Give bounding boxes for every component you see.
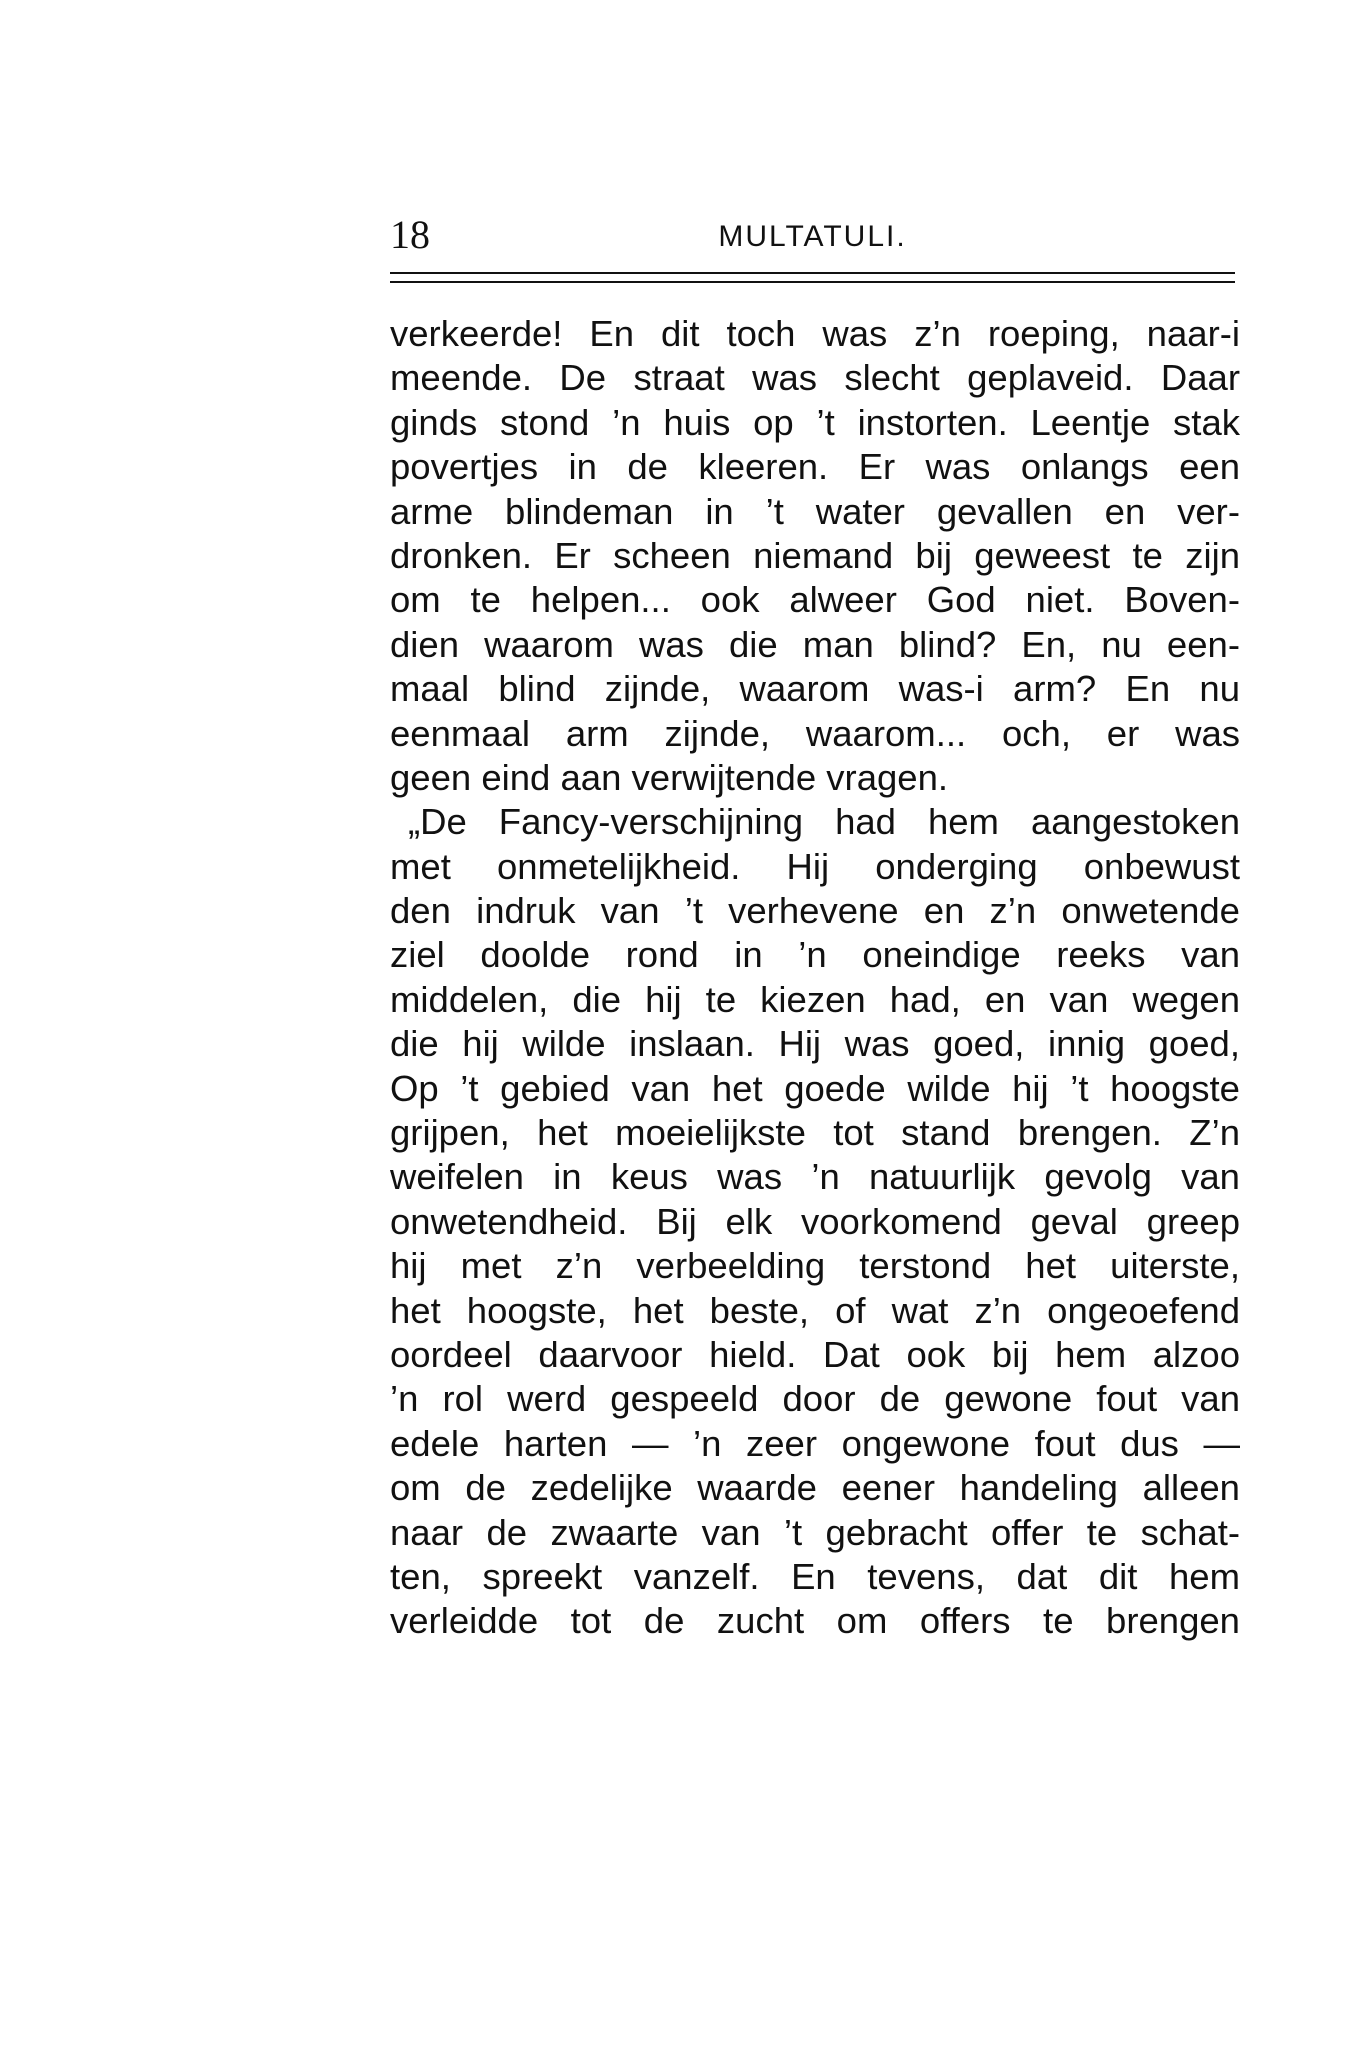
text-line: die hij wilde inslaan. Hij was goed, innig goed, xyxy=(390,1023,1240,1065)
text-line: onwetendheid. Bij elk voorkomend geval greep xyxy=(390,1200,1240,1242)
text-line: den indruk van ’t verhevene en z’n onwetende xyxy=(390,890,1240,932)
running-title: MULTATULI. xyxy=(718,220,907,253)
text-line: om te helpen... ook alweer God niet. Boven- xyxy=(390,579,1240,621)
text-line: dronken. Er scheen niemand bij geweest te zijn xyxy=(390,534,1240,576)
text-line: meende. De straat was slecht geplaveid. Daar xyxy=(390,357,1240,399)
text-line: eenmaal arm zijnde, waarom... och, er was xyxy=(390,712,1240,754)
text-line: ginds stond ’n huis op ’t instorten. Leentje stak xyxy=(390,401,1240,443)
body-text xyxy=(390,312,1240,1644)
text-line: geen eind aan verwijtende vragen. xyxy=(390,756,949,798)
text-line: povertjes in de kleeren. Er was onlangs een xyxy=(390,446,1240,488)
text-line: het hoogste, het beste, of wat z’n ongeoefend xyxy=(390,1289,1240,1331)
page-number: 18 xyxy=(390,212,430,257)
text-line: oordeel daarvoor hield. Dat ook bij hem alzoo xyxy=(390,1333,1240,1375)
text-line: ten, spreekt vanzelf. En tevens, dat dit hem xyxy=(390,1555,1240,1597)
text-line: grijpen, het moeielijkste tot stand brengen. Z’n xyxy=(390,1112,1240,1154)
text-line: verkeerde! En dit toch was z’n roeping, naar-i xyxy=(390,313,1240,354)
text-line: met onmetelijkheid. Hij onderging onbewust xyxy=(390,845,1240,887)
text-line: weifelen in keus was ’n natuurlijk gevolg van xyxy=(390,1156,1240,1198)
text-line: edele harten — ’n zeer ongewone fout dus — xyxy=(390,1422,1240,1464)
header-rule-top xyxy=(390,272,1235,274)
text-line: verleidde tot de zucht om offers te brengen xyxy=(390,1600,1240,1642)
text-line: Op ’t gebied van het goede wilde hij ’t hoogste xyxy=(390,1067,1240,1109)
text-line: naar de zwaarte van ’t gebracht offer te schat- xyxy=(390,1511,1240,1553)
text-line: dien waarom was die man blind? En, nu een- xyxy=(390,623,1240,665)
text-line: arme blindeman in ’t water gevallen en ver- xyxy=(390,490,1240,532)
text-line: middelen, die hij te kiezen had, en van wegen xyxy=(390,978,1240,1020)
header-rule-bottom xyxy=(390,281,1235,283)
text-line: „De Fancy-verschijning had hem aangestoken xyxy=(408,801,1240,843)
text-line: maal blind zijnde, waarom was-i arm? En nu xyxy=(390,668,1240,710)
text-line: ’n rol werd gespeeld door de gewone fout van xyxy=(390,1378,1240,1420)
text-line: om de zedelijke waarde eener handeling alleen xyxy=(390,1467,1240,1509)
running-head xyxy=(390,205,1235,265)
text-line: hij met z’n verbeelding terstond het uiterste, xyxy=(390,1245,1240,1287)
text-line: ziel doolde rond in ’n oneindige reeks van xyxy=(390,934,1240,976)
